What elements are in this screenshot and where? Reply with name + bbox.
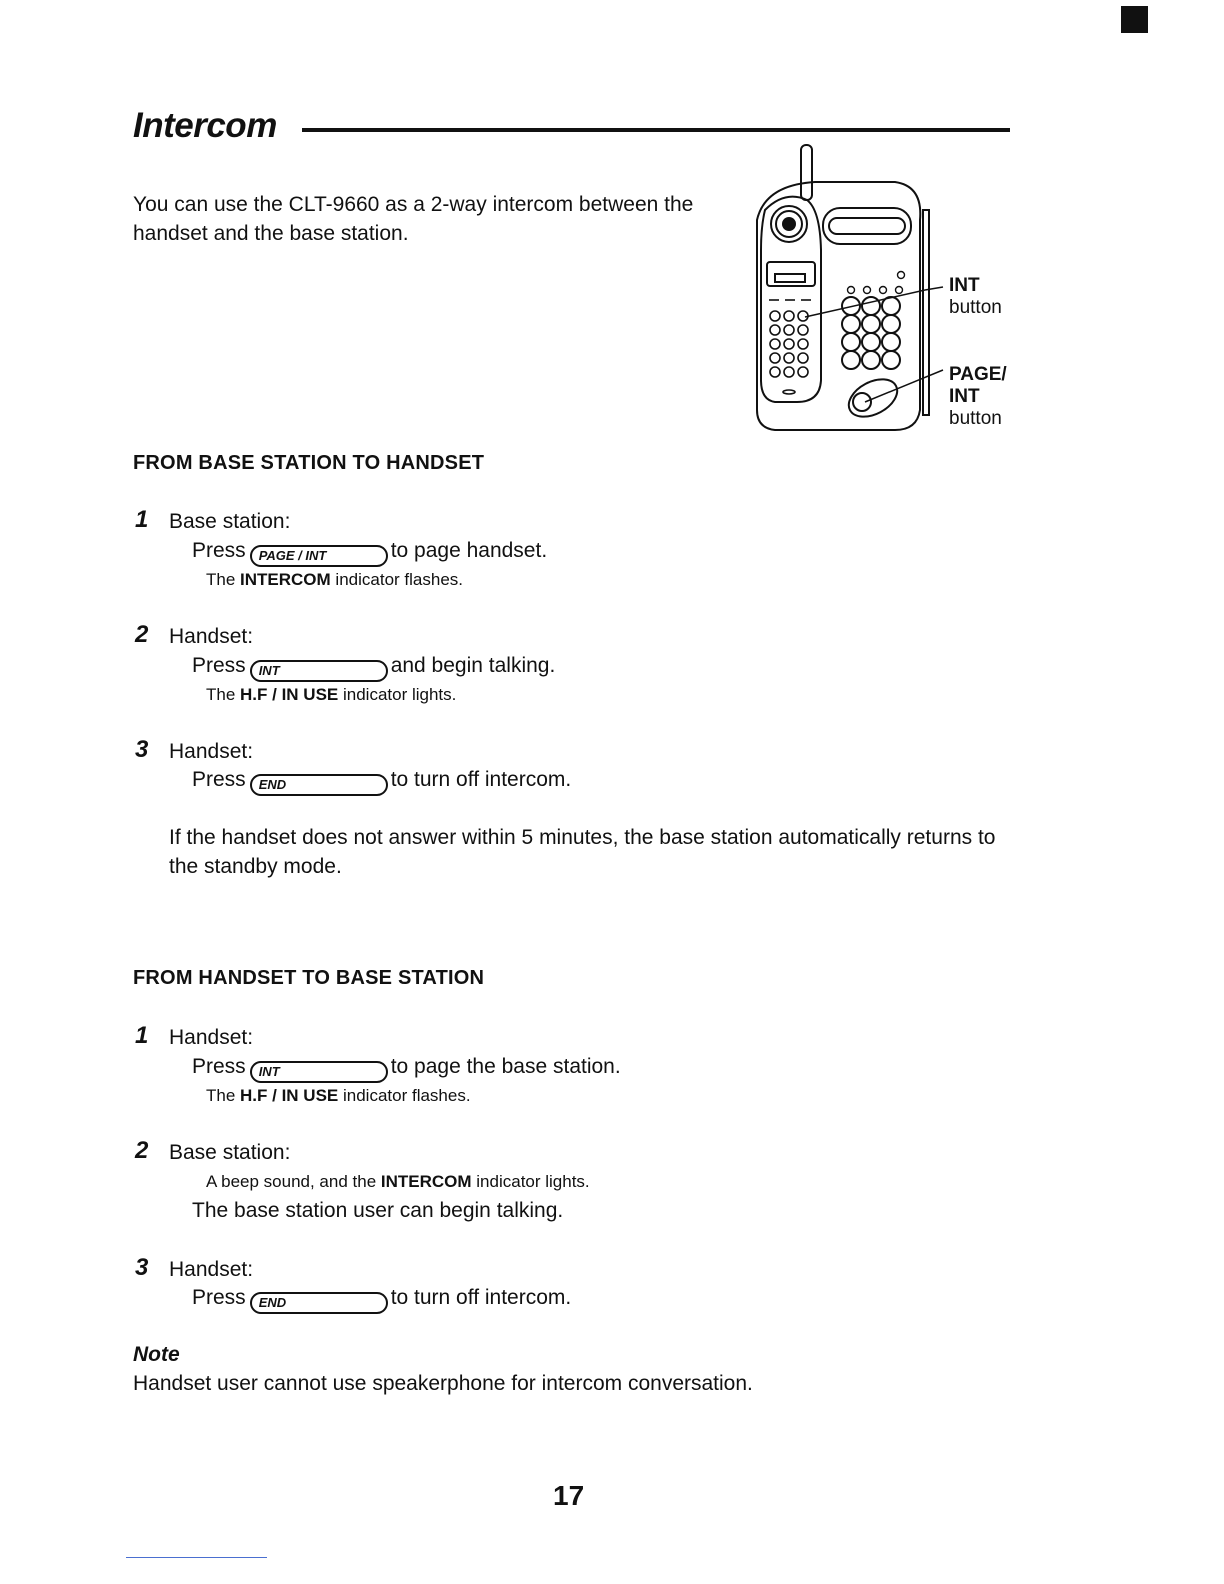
page-callout-line [865,370,943,402]
indicator-name: H.F / IN USE [240,1086,339,1105]
step-heading: Base station: [169,510,291,533]
page-label-sub: button [949,408,1002,429]
indicator-name: INTERCOM [380,1172,472,1191]
intro-paragraph: You can use the CLT-9660 as a 2-way intercom between the handset and the base station. [133,193,694,245]
end-key-icon: END [250,774,388,796]
indicator-note [206,685,456,705]
handset-earpiece-icon [782,217,796,231]
page-label-1: PAGE/ [949,364,1007,385]
page-int-key-icon: PAGE / INT [250,545,388,567]
phone-illustration [745,140,945,440]
press-word: Press [192,1286,246,1309]
end-key-icon: END [250,1292,388,1314]
press-after: to page handset. [390,539,548,562]
page-number: 17 [553,1480,585,1511]
page-label-2: INT [949,386,980,407]
int-key-icon: INT [250,1061,388,1083]
section-heading-base-to-handset: FROM BASE STATION TO HANDSET [133,452,485,474]
press-instruction [192,1055,621,1083]
press-word: Press [192,539,246,562]
indicator-pre: The [206,685,241,704]
indicator-name: H.F / IN USE [240,685,339,704]
indicator-pre: The [206,570,241,589]
antenna [801,145,812,200]
step-number: 3 [135,1254,149,1281]
step-heading: Handset: [169,1258,254,1281]
base-station-body [757,182,920,430]
step-heading: Handset: [169,625,254,648]
int-label-sub: button [949,297,1002,318]
indicator-pre: The [206,1086,241,1105]
press-instruction [192,768,571,796]
press-after: and begin talking. [390,654,556,677]
indicator-note [206,1086,471,1106]
section-heading-handset-to-base: FROM HANDSET TO BASE STATION [133,967,485,989]
step-heading: Base station: [169,1141,291,1164]
step-number: 2 [135,1137,149,1164]
step-number: 2 [135,621,149,648]
int-label: INT [949,275,980,296]
corner-marker [1121,6,1148,33]
step-heading: Handset: [169,740,254,763]
page-title: Intercom [133,106,277,145]
indicator-note [206,570,463,590]
indicator-post: indicator flashes. [338,1086,471,1105]
footer-rule [126,1557,267,1558]
indicator-post: indicator lights. [471,1172,590,1191]
step-number: 3 [135,736,149,763]
standby-paragraph: If the handset does not answer within 5 minutes, the base station automatically returns to the standby mode. [169,826,996,878]
int-button-callout [949,275,1002,319]
note-heading: Note [133,1343,180,1366]
press-word: Press [192,768,246,791]
step-body: The base station user can begin talking. [192,1199,564,1222]
press-after: to turn off intercom. [390,1286,572,1309]
indicator-post: indicator flashes. [330,570,463,589]
indicator-note [206,1172,590,1192]
note-body: Handset user cannot use speakerphone for intercom conversation. [133,1372,753,1395]
press-after: to turn off intercom. [390,768,572,791]
int-key-icon: INT [250,660,388,682]
press-instruction [192,654,555,682]
step-number: 1 [135,1022,149,1049]
press-word: Press [192,1055,246,1078]
step-number: 1 [135,506,149,533]
page-int-button-callout [949,364,1007,430]
indicator-pre: A beep sound, and the [206,1172,381,1191]
indicator-name: INTERCOM [240,570,331,589]
title-rule [302,128,1010,132]
step-heading: Handset: [169,1026,254,1049]
press-after: to page the base station. [390,1055,621,1078]
indicator-post: indicator lights. [338,685,457,704]
press-instruction [192,1286,571,1314]
press-instruction [192,539,547,567]
press-word: Press [192,654,246,677]
